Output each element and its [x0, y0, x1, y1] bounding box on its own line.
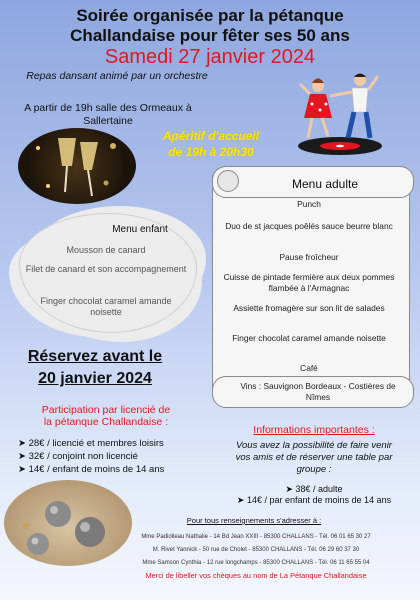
arrow-bullet-icon: ➤: [236, 495, 247, 505]
scroll-curl: [217, 170, 239, 192]
menu-adulte-item: Café: [300, 363, 318, 373]
menu-adulte-item: Pause froîcheur: [279, 252, 339, 262]
infos-title: Informations importantes :: [253, 424, 375, 436]
menu-adulte-item: Assiette fromagère sur son lit de salades: [233, 303, 385, 313]
infos-text-1: Vous avez la possibilité de faire venir: [236, 440, 392, 451]
participation-item: ➤ 32€ / conjoint non licencié: [18, 451, 138, 462]
arrow-bullet-icon: ➤: [285, 484, 296, 494]
lieu-line-2: Sallertaine: [83, 115, 133, 127]
menu-adulte-item: Vins : Sauvignon Bordeaux - Costières de Nîmes: [240, 381, 396, 402]
reservation-line-1: Réservez avant le: [27, 348, 163, 365]
aperitif-line-1: Apéritif d'accueil: [162, 129, 260, 143]
infos-text-3: groupe :: [296, 464, 332, 475]
menu-enfant-title: Menu enfant: [112, 224, 168, 235]
participation-item: ➤ 14€ / enfant de moins de 14 ans: [18, 464, 165, 475]
infos-item: ➤ 14€ / par enfant de moins de 14 ans: [236, 495, 392, 505]
infos-text-2: vos amis et de réserver une table par: [235, 452, 393, 463]
repas-text: Repas dansant animé par un orchestre: [26, 70, 208, 82]
cheques-note: Merci de libeller vos chèques au nom de La Pétanque Challandaise: [145, 571, 367, 580]
menu-enfant-item: Filet de canard et son accompagnement: [25, 264, 187, 274]
menu-adulte-item: Finger chocolat caramel amande noisette: [232, 333, 386, 343]
participation-title-1: Participation par licencié de: [41, 404, 171, 416]
participation-item: ➤ 28€ / licencié et membres loisirs: [18, 438, 164, 449]
arrow-bullet-icon: ➤: [18, 438, 29, 449]
contacts-title: Pour tous renseignements s'adresser à :: [186, 516, 322, 525]
menu-adulte-item: Punch: [297, 199, 321, 209]
participation-title-2: la pétanque Challandaise :: [43, 416, 169, 428]
contact-line: M. Rivet Yannick - 50 rue de Cholet - 85300 CHALLANS - Tél. 06 29 60 37 30: [152, 547, 360, 553]
aperitif-line-2: de 19h à 20h30: [168, 145, 254, 159]
menu-adulte-item: Cuisse de pintade fermière aux deux pommes flambée à l'Armagnac: [223, 272, 395, 293]
title-line-2: Challandaise pour fêter ses 50 ans: [70, 26, 350, 45]
dancers-icon: [290, 66, 390, 158]
lieu-line-1: A partir de 19h salle des Ormeaux à: [24, 102, 192, 114]
arrow-bullet-icon: ➤: [18, 464, 29, 475]
infos-item: ➤ 38€ / adulte: [285, 484, 343, 494]
contact-line: Mme Padiolleau Nathalie - 14 Bd Jean XXIII - 85300 CHALLANS - Tél. 06 01 65 30 27: [141, 534, 371, 540]
reservation-line-2: 20 janvier 2024: [38, 370, 152, 387]
menu-enfant-item: Finger chocolat caramel amande noisette: [40, 296, 172, 317]
menu-adulte-item: Duo de st jacques poêlés sauce beurre blanc: [225, 221, 393, 231]
event-date: Samedi 27 janvier 2024: [104, 46, 316, 68]
champagne-glasses-icon: [18, 128, 136, 204]
menu-enfant-item: Mousson de canard: [66, 245, 146, 255]
contact-line: Mme Samson Cynthia - 12 rue longchamps - 85300 CHALLANS - Tél. 06 11 65 55 04: [142, 560, 370, 566]
menu-adulte-title: Menu adulte: [291, 177, 359, 191]
arrow-bullet-icon: ➤: [18, 451, 29, 462]
title-line-1: Soirée organisée par la pétanque: [76, 6, 344, 25]
